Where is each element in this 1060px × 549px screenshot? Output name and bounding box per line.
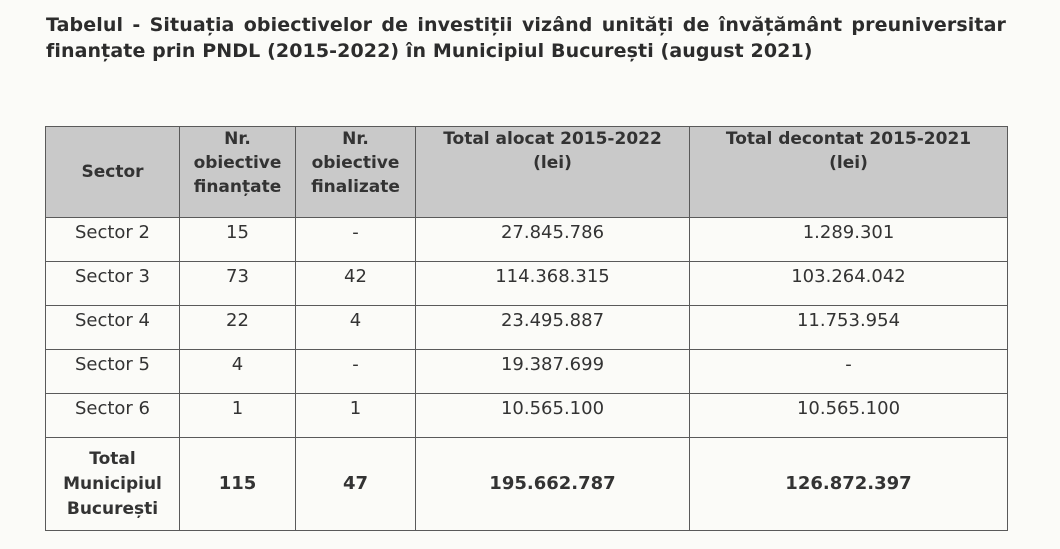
cell-total-finalizate: 47 xyxy=(296,438,416,531)
cell-obiective-finantate: 22 xyxy=(180,306,296,350)
table-header-row xyxy=(46,127,1008,218)
cell-total-decontat: 1.289.301 xyxy=(690,218,1008,262)
cell-obiective-finantate: 73 xyxy=(180,262,296,306)
cell-obiective-finalizate: 4 xyxy=(296,306,416,350)
cell-obiective-finantate: 15 xyxy=(180,218,296,262)
cell-sector: Sector 2 xyxy=(46,218,180,262)
table-caption: Tabelul - Situația obiectivelor de investiții vizând unități de învățământ preuniversitar finanțate prin PNDL (2015-2022) în Municipiul București (august 2021) xyxy=(46,14,1006,62)
cell-total-alocat: 114.368.315 xyxy=(416,262,690,306)
header-sector xyxy=(46,127,180,218)
cell-obiective-finalizate: - xyxy=(296,350,416,394)
cell-obiective-finalizate: - xyxy=(296,218,416,262)
table-row xyxy=(46,218,1008,262)
cell-obiective-finantate: 4 xyxy=(180,350,296,394)
table-total-row xyxy=(46,438,1008,531)
header-obiective-finalizate-label: Nr. obiective finalizate xyxy=(311,129,400,197)
header-obiective-finantate-label: Nr. obiective finanțate xyxy=(193,129,282,197)
cell-sector: Sector 5 xyxy=(46,350,180,394)
cell-total-decontat: 10.565.100 xyxy=(690,394,1008,438)
cell-total-alocat: 10.565.100 xyxy=(416,394,690,438)
pndl-investments-table xyxy=(45,126,1008,531)
cell-total-decontat-sum: 126.872.397 xyxy=(690,438,1008,531)
header-obiective-finantate xyxy=(180,127,296,218)
header-obiective-finalizate xyxy=(296,127,416,218)
cell-sector: Sector 4 xyxy=(46,306,180,350)
header-total-decontat xyxy=(690,127,1008,218)
cell-total-decontat: 103.264.042 xyxy=(690,262,1008,306)
cell-total-alocat: 27.845.786 xyxy=(416,218,690,262)
table-row xyxy=(46,262,1008,306)
cell-sector: Sector 3 xyxy=(46,262,180,306)
cell-total-alocat-sum: 195.662.787 xyxy=(416,438,690,531)
cell-sector: Sector 6 xyxy=(46,394,180,438)
cell-obiective-finantate: 1 xyxy=(180,394,296,438)
cell-total-decontat: - xyxy=(690,350,1008,394)
table-row xyxy=(46,350,1008,394)
cell-total-alocat: 19.387.699 xyxy=(416,350,690,394)
cell-obiective-finalizate: 42 xyxy=(296,262,416,306)
cell-obiective-finalizate: 1 xyxy=(296,394,416,438)
header-total-alocat-label: Total alocat 2015-2022 (lei) xyxy=(443,129,662,173)
cell-total-decontat: 11.753.954 xyxy=(690,306,1008,350)
table-row xyxy=(46,394,1008,438)
cell-total-finantate: 115 xyxy=(180,438,296,531)
header-total-alocat xyxy=(416,127,690,218)
cell-total-label: Total Municipiul București xyxy=(46,438,180,531)
cell-total-alocat: 23.495.887 xyxy=(416,306,690,350)
table-row xyxy=(46,306,1008,350)
header-total-decontat-label: Total decontat 2015-2021 (lei) xyxy=(725,129,972,173)
header-sector-label: Sector xyxy=(81,162,144,182)
